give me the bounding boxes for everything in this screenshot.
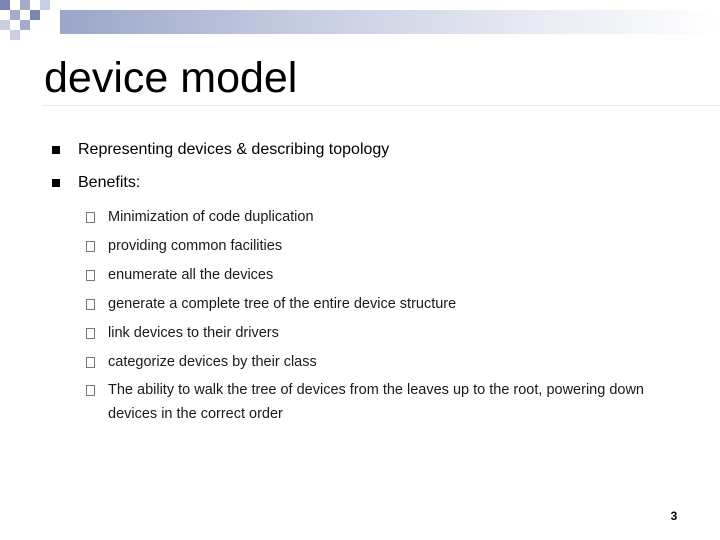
header-gradient-band xyxy=(60,10,720,34)
slide-title: device model xyxy=(44,54,298,102)
sub-bullet-text: generate a complete tree of the entire device structure xyxy=(108,296,457,312)
sub-bullet-text: The ability to walk the tree of devices from the leaves up to the root, powering down devices in the correct order xyxy=(108,382,644,422)
hollow-square-bullet-icon xyxy=(86,357,95,368)
deco-square xyxy=(0,0,10,10)
deco-square xyxy=(10,10,20,20)
title-divider xyxy=(42,105,720,106)
header-decoration xyxy=(0,0,720,50)
sub-bullet-text: enumerate all the devices xyxy=(108,267,274,283)
hollow-square-bullet-icon xyxy=(86,212,95,223)
deco-square xyxy=(10,30,20,40)
bullet-text: Benefits: xyxy=(78,174,141,191)
deco-square xyxy=(20,0,30,10)
page-number: 3 xyxy=(670,509,678,523)
bullet-text: Representing devices & describing topology xyxy=(78,141,390,158)
hollow-square-bullet-icon xyxy=(86,328,95,339)
sub-bullet-text: providing common facilities xyxy=(108,238,283,254)
deco-square xyxy=(30,10,40,20)
hollow-square-bullet-icon xyxy=(86,299,95,310)
sub-bullet-text: Minimization of code duplication xyxy=(108,209,314,225)
deco-square xyxy=(40,0,50,10)
square-bullet-icon xyxy=(52,179,60,187)
deco-square xyxy=(20,20,30,30)
hollow-square-bullet-icon xyxy=(86,270,95,281)
square-bullet-icon xyxy=(52,146,60,154)
hollow-square-bullet-icon xyxy=(86,241,95,252)
sub-bullet-text: link devices to their drivers xyxy=(108,325,279,341)
hollow-square-bullet-icon xyxy=(86,385,95,396)
deco-square xyxy=(0,20,10,30)
sub-bullet-text: categorize devices by their class xyxy=(108,354,317,370)
